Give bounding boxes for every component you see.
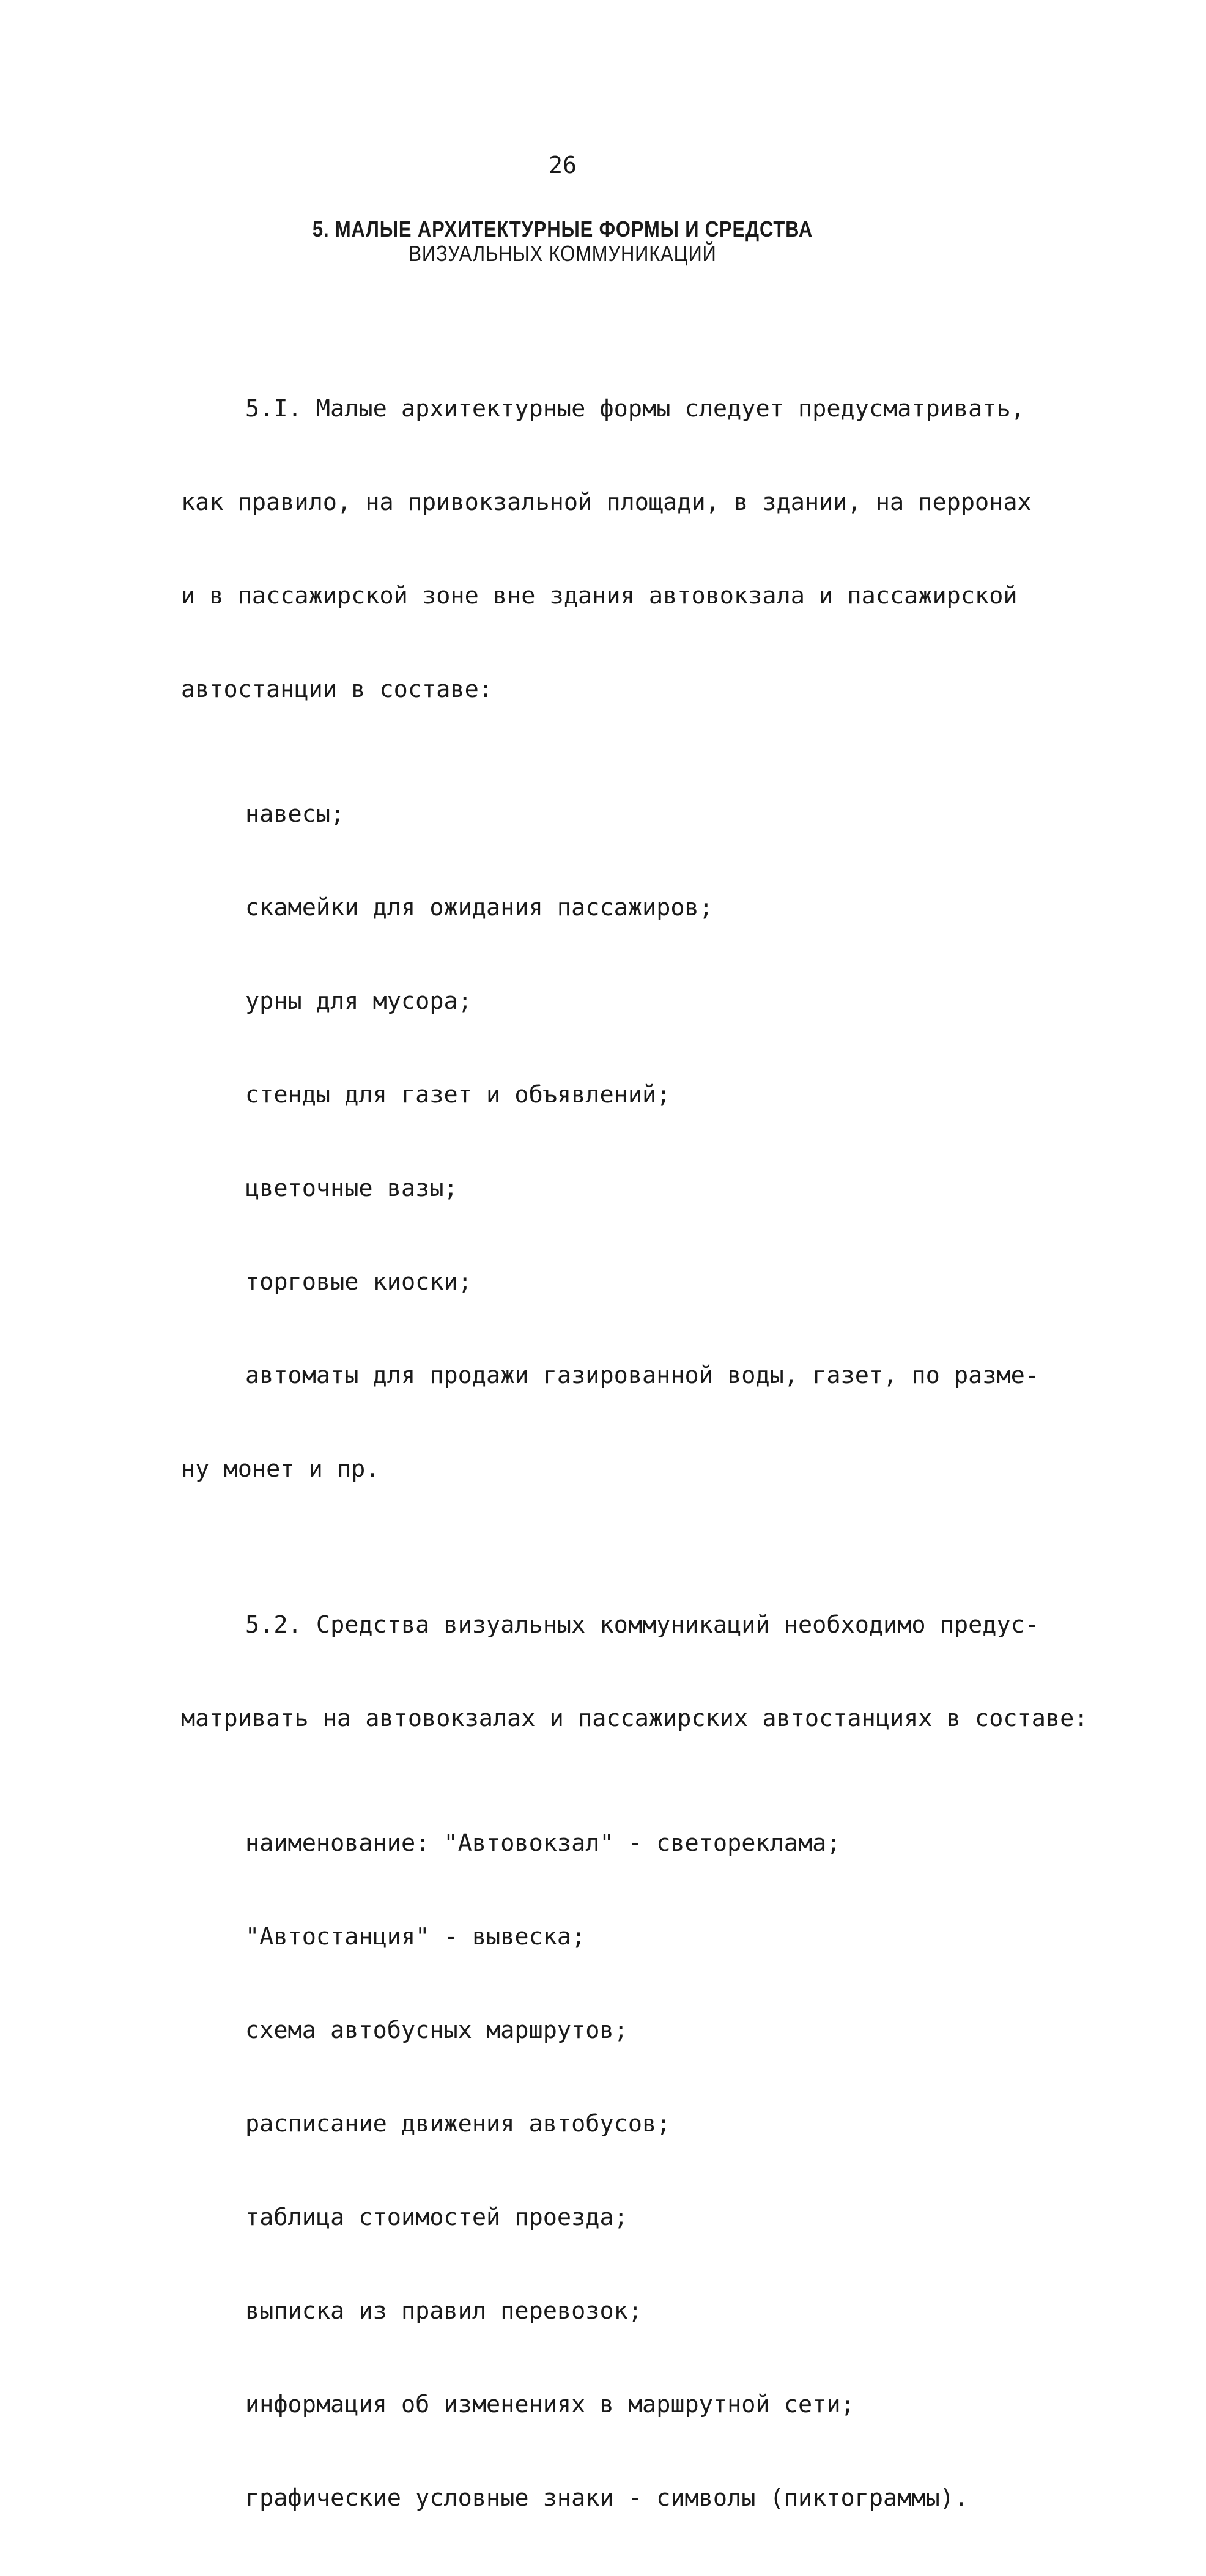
- list-item: скамейки для ожидания пассажиров;: [245, 894, 713, 921]
- page-number: 26: [549, 152, 577, 179]
- list-item: стенды для газет и объявлений;: [245, 1081, 671, 1109]
- list-item: наименование: "Автовокзал" - светореклама;: [245, 1829, 841, 1857]
- list-item: урны для мусора;: [245, 987, 472, 1015]
- list-item-vending-line-2: ну монет и пр.: [181, 1455, 380, 1483]
- list-item: цветочные вазы;: [245, 1175, 458, 1202]
- list-item: торговые киоски;: [245, 1268, 472, 1296]
- section-heading: [79, 217, 1046, 266]
- list-item: схема автобусных маршрутов;: [245, 2017, 628, 2044]
- list-item: информация об изменениях в маршрутной сети;: [245, 2391, 855, 2418]
- paragraph-5-1-line-1: 5.I. Малые архитектурные формы следует предусматривать,: [245, 395, 1025, 423]
- list-item: навесы;: [245, 800, 345, 828]
- document-body: [181, 300, 1089, 2576]
- paragraph-5-1-line-2: как правило, на привокзальной площади, в здании, на перронах: [181, 489, 1032, 516]
- list-item: расписание движения автобусов;: [245, 2110, 671, 2138]
- list-item: выписка из правил перевозок;: [245, 2297, 643, 2325]
- heading-line-1: 5. МАЛЫЕ АРХИТЕКТУРНЫЕ ФОРМЫ И СРЕДСТВА: [312, 216, 813, 242]
- paragraph-5-1-line-3: и в пассажирской зоне вне здания автовокзала и пассажирской: [181, 582, 1018, 610]
- paragraph-5-2-line-2: матривать на автовокзалах и пассажирских автостанциях в составе:: [181, 1705, 1089, 1732]
- list-item: графические условные знаки - символы (пиктограммы).: [245, 2484, 969, 2512]
- paragraph-5-1-line-4: автостанции в составе:: [181, 676, 493, 703]
- paragraph-5-2-line-1: 5.2. Средства визуальных коммуникаций необходимо предус-: [245, 1611, 1040, 1639]
- list-item-vending-line-1: автоматы для продажи газированной воды, газет, по разме-: [245, 1362, 1040, 1389]
- list-item: "Автостанция" - вывеска;: [245, 1923, 586, 1950]
- heading-line-2: ВИЗУАЛЬНЫХ КОММУНИКАЦИЙ: [409, 241, 717, 266]
- list-item: таблица стоимостей проезда;: [245, 2204, 628, 2231]
